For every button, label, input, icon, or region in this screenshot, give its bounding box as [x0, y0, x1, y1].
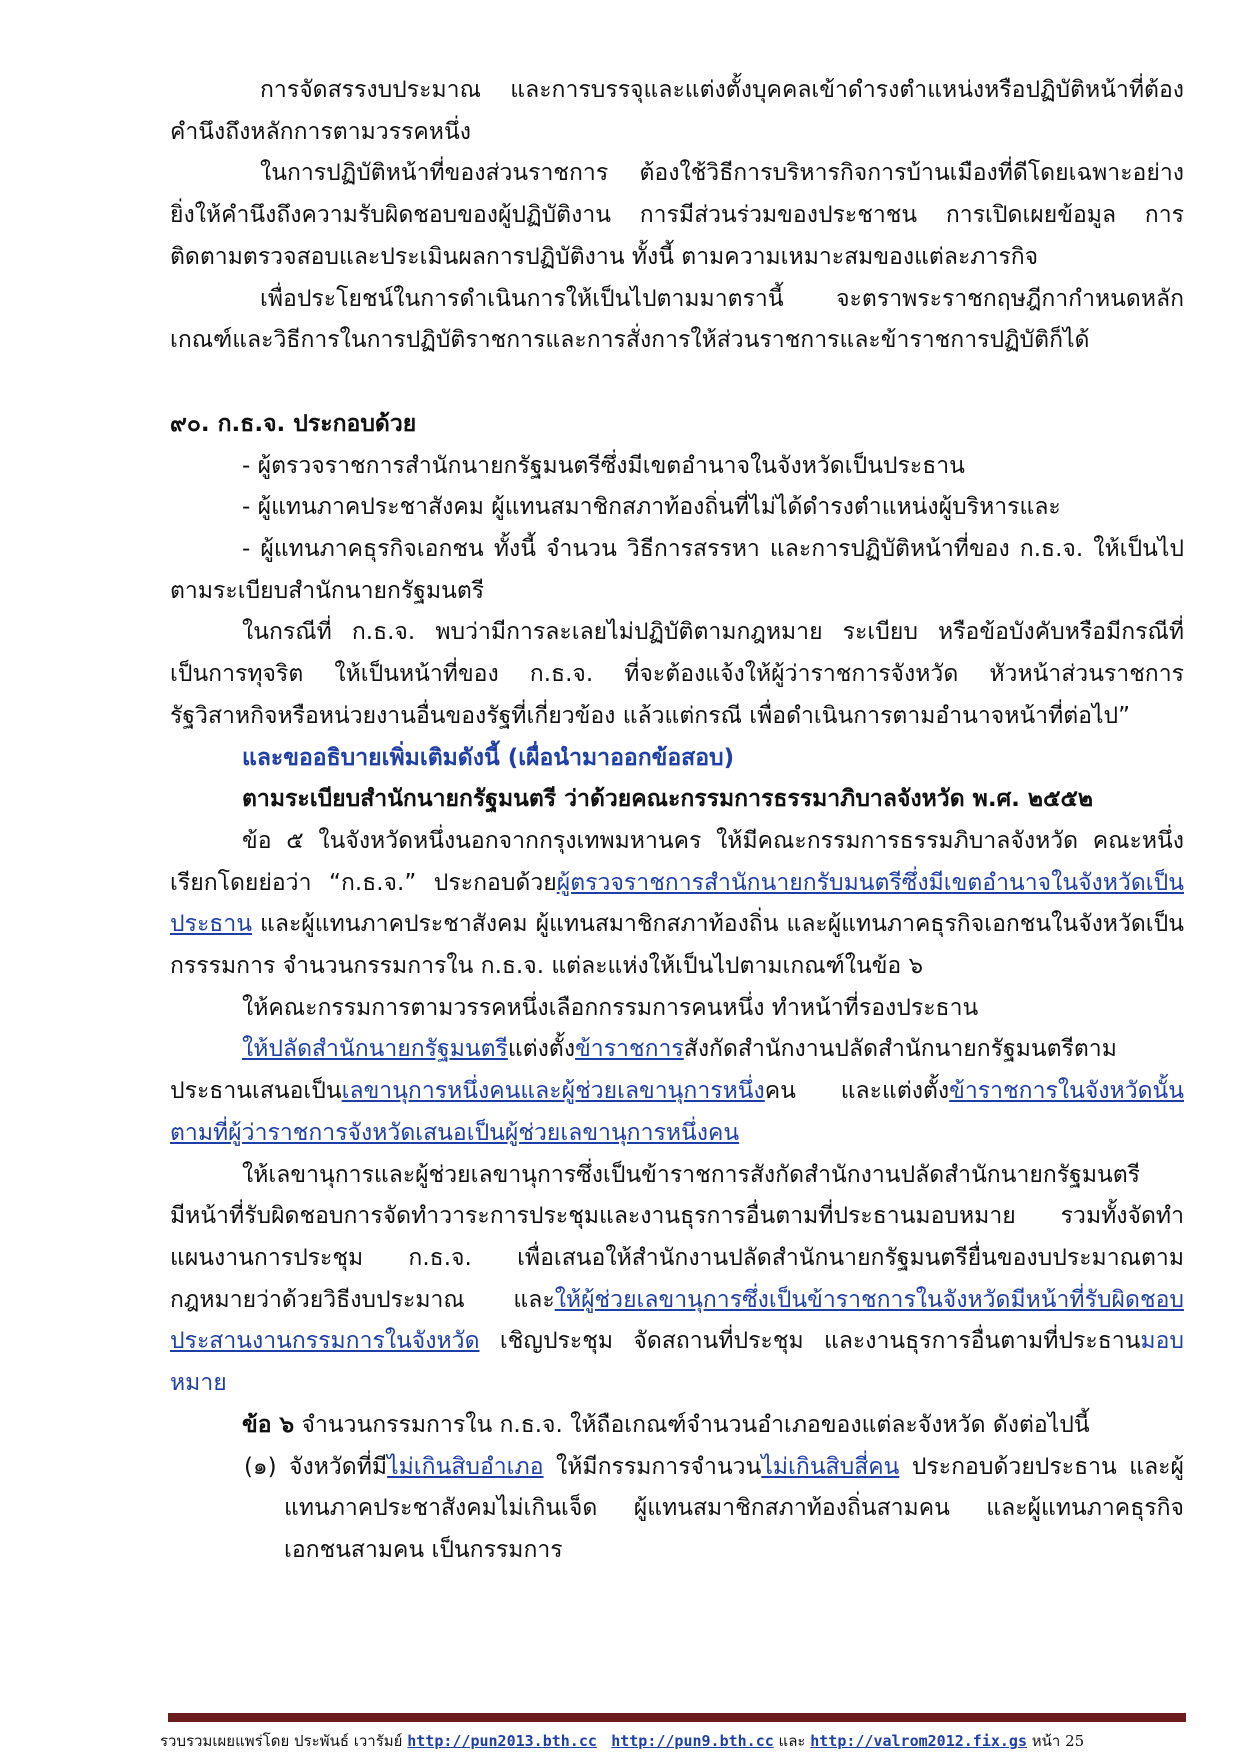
- article-6: [170, 1405, 1184, 1447]
- secretary-link-2[interactable]: ข้าราชการ: [575, 1036, 684, 1063]
- item-1-link-districts[interactable]: ไม่เกินสิบอำเภอ: [387, 1453, 544, 1480]
- member-item-2: - ผู้แทนภาคประชาสังคม ผู้แทนสมาชิกสภาท้องถิ่นที่ไม่ได้ดำรงตำแหน่งผู้บริหารและ: [242, 494, 1061, 521]
- article-6-text: จำนวนกรรมการใน ก.ธ.จ. ให้ถือเกณฑ์จำนวนอำเภอของแต่ละจังหวัด ดังต่อไปนี้: [294, 1411, 1090, 1438]
- page-number: หน้า 25: [1031, 1732, 1085, 1750]
- section-heading-90: ๙๐. ก.ธ.จ. ประกอบด้วย: [170, 410, 417, 437]
- duties-paragraph: [170, 1155, 1184, 1405]
- secretary-text-2: สังกัดสำนักงานปลัดสำนักนายกรัฐมนตรีตามประธานเสนอเป็น: [170, 1036, 1117, 1105]
- article-5-text-end: และผู้แทนภาคประชาสังคม ผู้แทนสมาชิกสภาท้องถิ่น และผู้แทนภาคธุรกิจเอกชนในจังหวัดเป็นกรรรมการ จำนวนกรรมการใน ก.ธ.จ. แต่ละแห่งให้เป็นไปตามเกณฑ์ในข้อ ๖: [170, 911, 1184, 980]
- paragraph-royal-decree: เพื่อประโยชน์ในการดำเนินการให้เป็นไปตามมาตรานี้ จะตราพระราชกฤษฎีกากำหนดหลักเกณฑ์และวิธีการในการปฏิบัติราชการและการสั่งการให้ส่วนราชการและข้าราชการปฏิบัติก็ได้: [170, 285, 1184, 354]
- footer-link-valrom[interactable]: http://valrom2012.fix.gs: [810, 1732, 1027, 1750]
- secretary-link-3[interactable]: เลขานุการหนึ่งคนและผู้ช่วยเลขานุการหนึ่ง: [341, 1078, 765, 1105]
- footer-rule: [168, 1713, 1186, 1722]
- secretary-link-4[interactable]: ข้าราชการในจังหวัดนั้นตามที่ผู้ว่าราชการจังหวัดเสนอเป็นผู้ช่วยเลขานุการหนึ่งคน: [170, 1078, 1184, 1146]
- footer-link-pun9[interactable]: http://pun9.bth.cc: [611, 1732, 774, 1750]
- article-5-text: ข้อ ๕ ในจังหวัดหนึ่งนอกจากกรุงเทพมหานคร ให้มีคณะกรรมการธรรมภิบาลจังหวัด คณะหนึ่งเรียกโดยย่อว่า “ก.ธ.จ.” ประกอบด้วย: [170, 827, 1184, 896]
- secretary-text-1: แต่งตั้ง: [507, 1036, 576, 1063]
- secretary-text-3: คน และแต่งตั้ง: [764, 1078, 950, 1105]
- item-1-text-mid: ให้มีกรรมการจำนวน: [543, 1453, 762, 1480]
- paragraph-corruption: ในกรณีที่ ก.ธ.จ. พบว่ามีการละเลยไม่ปฏิบัติตามกฎหมาย ระเบียบ หรือข้อบังคับหรือมีกรณีที่เป็นการทุจริต ให้เป็นหน้าที่ของ ก.ธ.จ. ที่จะต้องแจ้งให้ผู้ว่าราชการจังหวัด หัวหน้าส่วนราชการรัฐวิสาหกิจหรือหน่วยงานอื่นของรัฐที่เกี่ยวข้อง แล้วแต่กรณี เพื่อดำเนินการตามอำนาจหน้าที่ต่อไป”: [170, 619, 1184, 729]
- article-5-link[interactable]: ผู้ตรวจราชการสำนักนายกรับมนตรีซึ่งมีเขตอำนาจในจังหวัดเป็นประธาน: [170, 869, 1184, 938]
- page-footer: [160, 1732, 1190, 1750]
- secretary-link-1[interactable]: ให้ปลัดสำนักนายกรัฐมนตรี: [242, 1036, 508, 1063]
- paragraph-budget: การจัดสรรงบประมาณ และการบรรจุและแต่งตั้งบุคคลเข้าดำรงตำแหน่งหรือปฏิบัติหน้าที่ต้องคำนึงถึงหลักการตามวรรคหนึ่ง: [170, 77, 1184, 145]
- duties-link[interactable]: ให้ผู้ช่วยเลขานุการซึ่งเป็นข้าราชการในจังหวัดมีหน้าที่รับผิดชอบประสานงานกรรมการในจังหวัด: [170, 1286, 1184, 1355]
- article-6-label: ข้อ ๖: [242, 1411, 295, 1438]
- member-item-3: - ผู้แทนภาคธุรกิจเอกชน ทั้งนี้ จำนวน วิธีการสรรหา และการปฏิบัติหน้าที่ของ ก.ธ.จ. ให้เป็นไปตามระเบียบสำนักนายกรัฐมนตรี: [170, 536, 1184, 604]
- document-body: [170, 70, 1184, 1572]
- member-item-1: - ผู้ตรวจราชการสำนักนายกรัฐมนตรีซึ่งมีเขตอำนาจในจังหวัดเป็นประธาน: [242, 452, 965, 479]
- vice-chair-paragraph: ให้คณะกรรมการตามวรรคหนึ่งเลือกกรรมการคนหนึ่ง ทำหน้าที่รองประธาน: [242, 994, 979, 1021]
- paragraph-good-governance: ในการปฏิบัติหน้าที่ของส่วนราชการ ต้องใช้วิธีการบริหารกิจการบ้านเมืองที่ดีโดยเฉพาะอย่างยิ่งให้คำนึงถึงความรับผิดชอบของผู้ปฏิบัติงาน การมีส่วนร่วมของประชาชน การเปิดเผยข้อมูล การติดตามตรวจสอบและประเมินผลการปฏิบัติงาน ทั้งนี้ ตามความเหมาะสมของแต่ละภารกิจ: [170, 160, 1184, 270]
- article-6-item-1: [170, 1447, 1184, 1572]
- article-5: [170, 821, 1184, 988]
- footer-and: และ: [778, 1732, 806, 1750]
- duties-text: ให้เลขานุการและผู้ช่วยเลขานุการซึ่งเป็นข้าราชการสังกัดสำนักงานปลัดสำนักนายกรัฐมนตรีมีหน้าที่รับผิดชอบการจัดทำวาระการประชุมและงานธุรการอื่นตามที่ประธานมอบหมาย รวมทั้งจัดทำแผนงานการประชุม ก.ธ.จ. เพื่อเสนอให้สำนักงานปลัดสำนักนายกรัฐมนตรียื่นของบประมาณตามกฎหมายว่าด้วยวิธีงบประมาณ และ: [170, 1161, 1184, 1313]
- duties-text-tail: มอบหมาย: [170, 1328, 1184, 1397]
- item-1-link-members[interactable]: ไม่เกินสิบสี่คน: [761, 1453, 900, 1480]
- footer-credit: รวบรวมเผยแพร่โดย ประพันธ์ เวารัมย์: [160, 1732, 403, 1750]
- item-1-text: (๑) จังหวัดที่มี: [244, 1453, 388, 1480]
- explanation-note: และขออธิบายเพิ่มเติมดังนี้ (เผื่อนำมาออกข้อสอบ): [242, 744, 735, 771]
- secretary-paragraph: [170, 1029, 1184, 1154]
- item-1-text-end: ประกอบด้วยประธาน และผู้แทนภาคประชาสังคมไม่เกินเจ็ด ผู้แทนสมาชิกสภาท้องถิ่นสามคน และผู้แทนภาคธุรกิจเอกชนสามคน เป็นกรรมการ: [284, 1453, 1185, 1563]
- regulation-title: ตามระเบียบสำนักนายกรัฐมนตรี ว่าด้วยคณะกรรมการธรรมาภิบาลจังหวัด พ.ศ. ๒๕๕๒: [242, 786, 1094, 813]
- footer-link-pun2013[interactable]: http://pun2013.bth.cc: [407, 1732, 597, 1750]
- duties-text-end: เชิญประชุม จัดสถานที่ประชุม และงานธุรการอื่นตามที่ประธาน: [479, 1328, 1141, 1355]
